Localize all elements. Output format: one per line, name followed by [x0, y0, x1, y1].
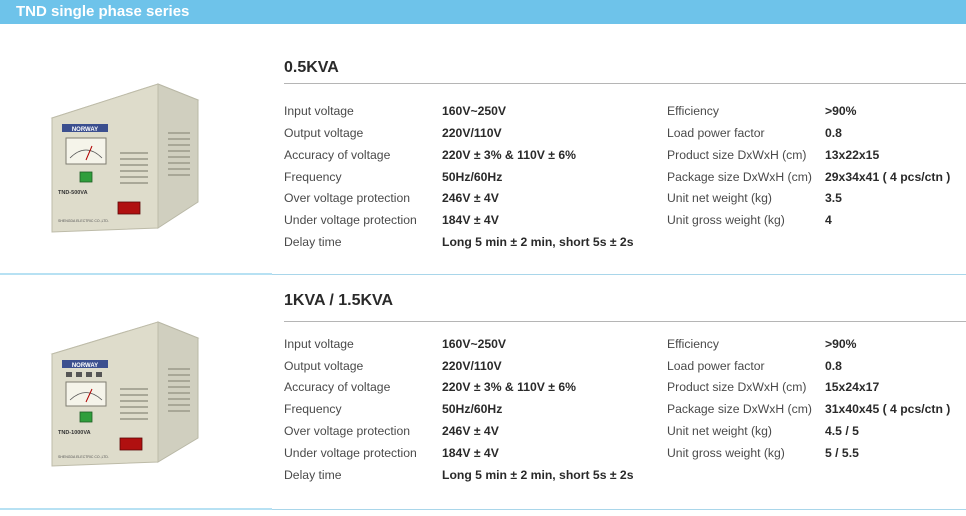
spec-label: Product size DxWxH (cm) — [667, 148, 807, 162]
spec-label: Efficiency — [667, 337, 719, 351]
spec-value: 31x40x45 ( 4 pcs/ctn ) — [825, 402, 951, 416]
spec-label: Over voltage protection — [284, 191, 411, 205]
spec-value: >90% — [825, 337, 857, 351]
spec-label: Output voltage — [284, 359, 364, 373]
maker-label: SHENGDA ELECTRIC CO.,LTD. — [58, 455, 109, 459]
section-divider — [0, 508, 272, 510]
spec-label: Unit net weight (kg) — [667, 191, 772, 205]
spec-value: 160V~250V — [442, 104, 507, 118]
spec-value: 0.8 — [825, 126, 842, 140]
spec-row — [284, 126, 363, 140]
spec-value: 160V~250V — [442, 337, 507, 351]
spec-value: 246V ± 4V — [442, 424, 499, 438]
output-socket-icon — [120, 438, 142, 450]
spec-label: Frequency — [284, 402, 342, 416]
spec-value: >90% — [825, 104, 857, 118]
spec-row — [284, 148, 390, 162]
voltage-stabilizer-image — [40, 72, 220, 242]
output-socket-icon — [118, 202, 140, 214]
voltmeter-icon — [66, 382, 106, 406]
spec-value: 220V/110V — [442, 359, 502, 373]
spec-label: Efficiency — [667, 104, 719, 118]
spec-label: Accuracy of voltage — [284, 148, 391, 162]
spec-label: Load power factor — [667, 126, 765, 140]
spec-value: 15x24x17 — [825, 380, 880, 394]
spec-value: 220V ± 3% & 110V ± 6% — [442, 148, 576, 162]
spec-label: Over voltage protection — [284, 424, 411, 438]
spec-value: 4.5 / 5 — [825, 424, 859, 438]
spec-row — [284, 235, 342, 249]
spec-value: 220V ± 3% & 110V ± 6% — [442, 380, 576, 394]
spec-value: 29x34x41 ( 4 pcs/ctn ) — [825, 170, 951, 184]
spec-label: Load power factor — [667, 359, 765, 373]
section-divider — [0, 273, 272, 275]
spec-label: Delay time — [284, 235, 342, 249]
voltmeter-icon — [66, 138, 106, 164]
title-divider — [284, 83, 966, 84]
maker-label: SHENGDA ELECTRIC CO.,LTD. — [58, 219, 109, 223]
spec-label: Package size DxWxH (cm) — [667, 170, 812, 184]
power-switch-icon — [80, 412, 92, 422]
spec-label: Under voltage protection — [284, 446, 417, 460]
series-header-bar — [0, 0, 966, 24]
spec-value: Long 5 min ± 2 min, short 5s ± 2s — [442, 468, 634, 482]
spec-value: 246V ± 4V — [442, 191, 499, 205]
section-divider — [272, 274, 966, 275]
spec-row — [284, 191, 410, 205]
spec-label: Unit net weight (kg) — [667, 424, 772, 438]
voltage-stabilizer-image — [40, 312, 220, 472]
spec-value: 0.8 — [825, 359, 842, 373]
spec-label: Output voltage — [284, 126, 364, 140]
spec-value: Long 5 min ± 2 min, short 5s ± 2s — [442, 235, 634, 249]
brand-logo-text: NORWAY — [71, 363, 99, 369]
spec-label: Under voltage protection — [284, 213, 417, 227]
section-divider — [272, 509, 966, 510]
spec-label: Accuracy of voltage — [284, 380, 391, 394]
spec-value: 50Hz/60Hz — [442, 170, 503, 184]
spec-label: Input voltage — [284, 104, 354, 118]
spec-value: 220V/110V — [442, 126, 502, 140]
spec-label: Product size DxWxH (cm) — [667, 380, 807, 394]
model-label: TND-500VA — [58, 190, 88, 196]
product-title: 1KVA / 1.5KVA — [284, 292, 394, 309]
product-title: 0.5KVA — [284, 59, 339, 76]
spec-value: 184V ± 4V — [442, 446, 499, 460]
spec-label: Package size DxWxH (cm) — [667, 402, 812, 416]
brand-logo-text: NORWAY — [71, 127, 99, 133]
spec-label: Input voltage — [284, 337, 354, 351]
spec-value: 3.5 — [825, 191, 842, 205]
spec-row — [284, 170, 342, 184]
spec-value: 5 / 5.5 — [825, 446, 859, 460]
series-title: TND single phase series — [16, 3, 190, 20]
spec-label: Frequency — [284, 170, 342, 184]
model-label: TND-1000VA — [58, 430, 91, 436]
spec-value: 13x22x15 — [825, 148, 880, 162]
spec-value: 4 — [825, 213, 832, 227]
spec-row — [284, 104, 354, 118]
spec-label: Unit gross weight (kg) — [667, 446, 785, 460]
spec-row — [284, 213, 417, 227]
spec-value: 184V ± 4V — [442, 213, 499, 227]
title-divider — [284, 321, 966, 322]
spec-value: 50Hz/60Hz — [442, 402, 503, 416]
spec-label: Delay time — [284, 468, 342, 482]
spec-label: Unit gross weight (kg) — [667, 213, 785, 227]
power-switch-icon — [80, 172, 92, 182]
